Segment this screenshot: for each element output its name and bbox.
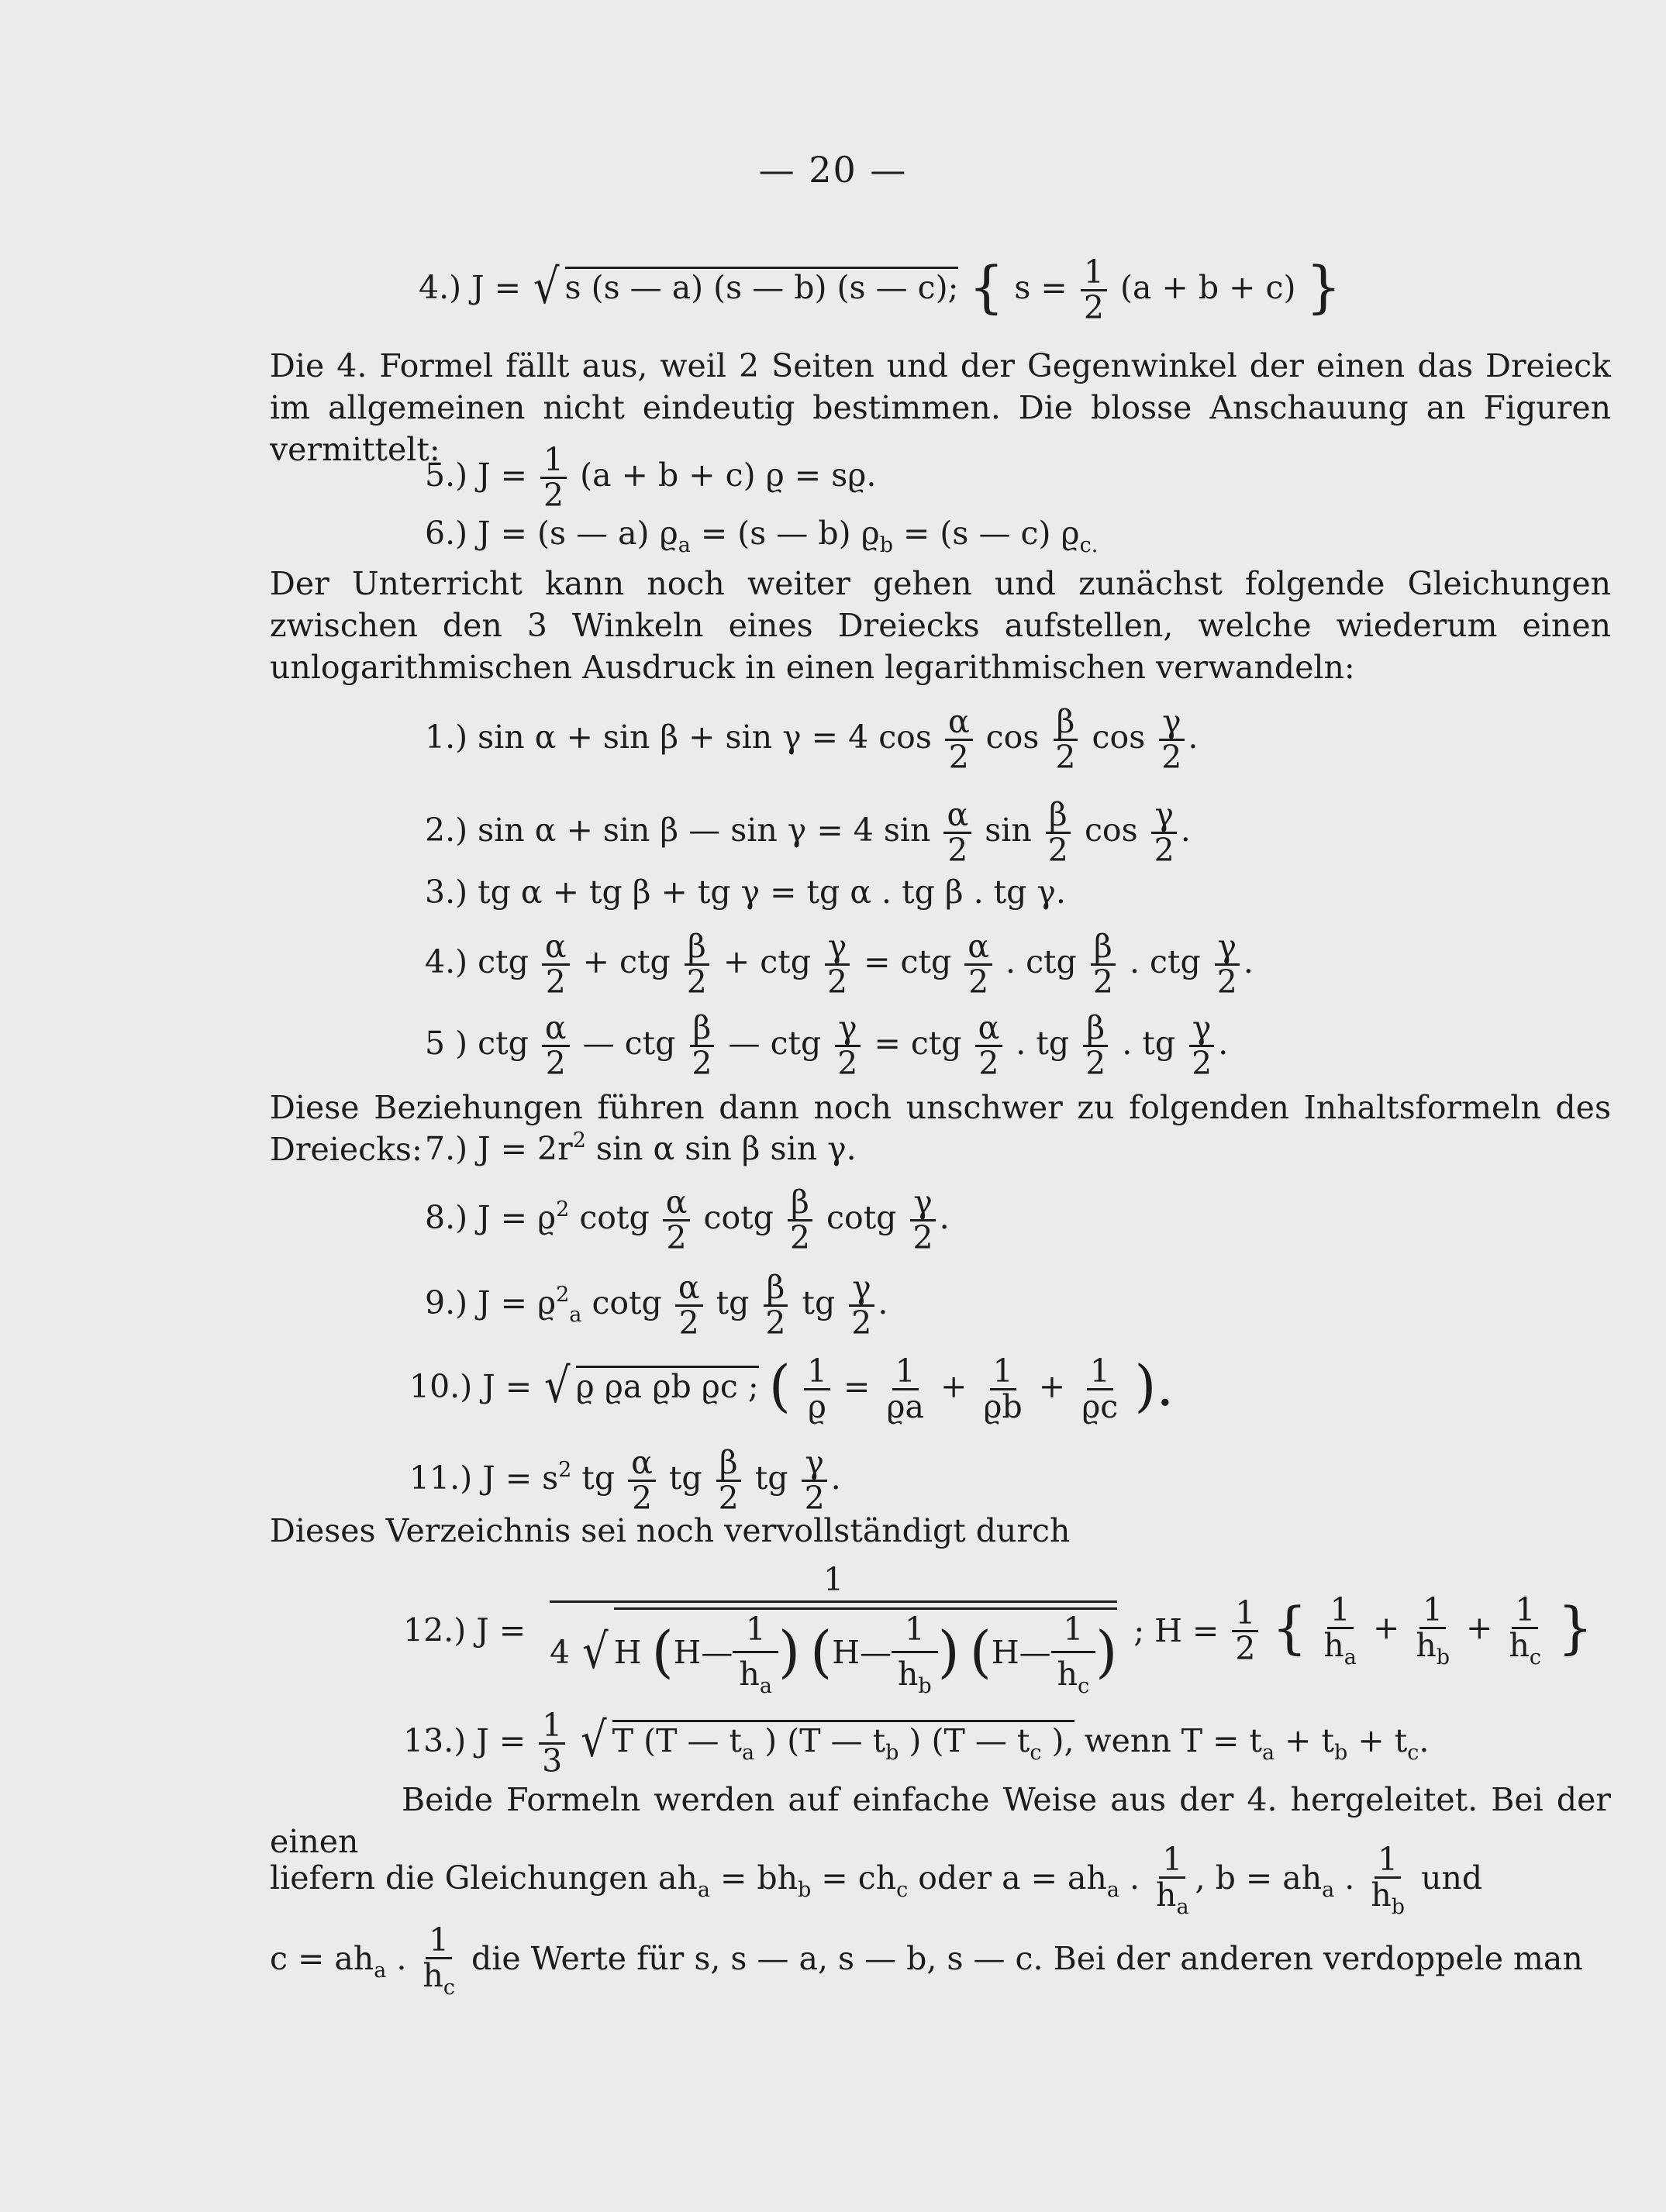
identity-3: 3.) tg α + tg β + tg γ = tg α . tg β . tg γ. <box>425 873 1066 911</box>
subscript: a <box>678 533 691 557</box>
fraction-gamma-half <box>834 1009 861 1083</box>
formula-4 <box>419 253 1342 327</box>
H-minus: H— <box>832 1634 892 1672</box>
numerator: β <box>685 930 709 966</box>
numerator: 1 <box>1051 1613 1096 1653</box>
numerator: 1 <box>550 1564 1117 1603</box>
subscript: a <box>1106 1878 1119 1903</box>
formula-label: 10.) J = <box>409 1368 533 1406</box>
formula-text: 2.) sin α + sin β — sin γ = 4 sin <box>425 811 931 849</box>
subscript: b <box>879 533 893 557</box>
radicand: s (s — a) (s — b) (s — c); <box>565 267 959 304</box>
period: . <box>1243 943 1254 981</box>
formula-text: . ctg <box>1005 943 1077 981</box>
subscript: c <box>1078 1674 1090 1699</box>
paren-close: ). <box>1134 1353 1174 1419</box>
fraction-alpha-half <box>542 1009 570 1083</box>
formula-9 <box>425 1271 888 1340</box>
formula-label: 5.) J = <box>425 457 527 494</box>
function: tg <box>571 1459 616 1497</box>
subscript: c <box>1030 1741 1042 1766</box>
numerator: β <box>690 1011 715 1047</box>
brace-close: } <box>1557 1594 1593 1660</box>
fraction-1-hc <box>1054 1613 1093 1697</box>
function: cos <box>985 718 1040 756</box>
function: tg <box>754 1459 788 1497</box>
formula-text: 5 ) ctg <box>425 1025 529 1063</box>
denominator: 2 <box>1154 832 1174 870</box>
fraction-1-hc <box>1506 1590 1545 1669</box>
formula-text: + ctg <box>582 943 671 981</box>
numerator: α <box>663 1186 691 1221</box>
function: tg <box>668 1459 702 1497</box>
subscript: c <box>896 1878 909 1903</box>
numerator: α <box>542 930 570 966</box>
function: tg <box>716 1284 750 1322</box>
formula-label: 13.) J = <box>403 1722 526 1760</box>
plus: + <box>1466 1609 1493 1647</box>
formula-text: = (s — b) ϱ <box>690 515 880 552</box>
subscript: a <box>742 1741 755 1766</box>
numerator: 1 <box>1512 1594 1538 1629</box>
fraction-alpha-half <box>975 1009 1003 1083</box>
subscript: a <box>1176 1895 1189 1920</box>
denominator: 2 <box>545 1045 566 1083</box>
fraction-beta-half <box>1082 1009 1109 1083</box>
numerator: 1 <box>892 1355 919 1390</box>
fraction-1-rho <box>804 1352 830 1426</box>
radicand-text: T (T — t <box>612 1722 743 1760</box>
paragraph-1: Die 4. Formel fällt aus, weil 2 Seiten und der Gegenwinkel der einen das Dreieck im allgemeinen nicht eindeutig bestimmen. Die blosse Anschauung an Figuren vermittelt: <box>270 347 1611 468</box>
fraction-alpha-half <box>945 703 973 777</box>
fraction-beta-half <box>762 1271 788 1340</box>
numerator: 1 <box>1419 1594 1446 1629</box>
subscript: a <box>697 1878 710 1903</box>
superscript: 2 <box>556 1197 570 1222</box>
subscript: c <box>1407 1741 1419 1766</box>
formula-text: 7.) J = 2r <box>425 1130 573 1167</box>
numerator: β <box>1054 705 1078 741</box>
equals: = <box>843 1368 871 1406</box>
fraction-1-hb <box>895 1613 935 1697</box>
denominator: 2 <box>948 739 969 777</box>
fraction-1-rho-c <box>1078 1352 1121 1426</box>
expression: (a + b + c) <box>1119 269 1296 307</box>
subscript: c. <box>1079 533 1099 557</box>
denominator <box>1412 1626 1453 1669</box>
paragraph-3: Diese Beziehungen führen dann noch unschwer zu folgenden Inhaltsformeln des Dreiecks: <box>270 1089 1611 1168</box>
numerator: β <box>1091 930 1116 966</box>
numerator: 1 <box>1327 1594 1354 1629</box>
subscript: b <box>1436 1645 1450 1669</box>
fraction-1-rho-a <box>883 1352 927 1426</box>
function: sin <box>985 811 1032 849</box>
denominator: 2 <box>545 963 566 1001</box>
fraction-gamma-half <box>1188 1009 1215 1083</box>
numerator: γ <box>910 1186 936 1221</box>
H: H <box>613 1634 642 1672</box>
condition: + t <box>1275 1722 1335 1760</box>
radical-sign: √ <box>582 1623 609 1680</box>
identity-1 <box>425 703 1199 777</box>
fraction-beta-half <box>787 1186 813 1255</box>
denominator: 2 <box>789 1219 810 1257</box>
formula-text: = ctg <box>874 1025 962 1063</box>
denominator <box>1506 1626 1545 1669</box>
denominator: 2 <box>947 832 968 870</box>
text: , b = ah <box>1195 1859 1323 1897</box>
superscript: 2 <box>572 1128 586 1153</box>
paren-open: ( <box>768 1353 791 1419</box>
formula-text: 9.) J = ϱ <box>425 1284 557 1322</box>
formula-7 <box>425 1130 857 1165</box>
paragraph-6 <box>270 1843 1482 1918</box>
denominator: 2 <box>1235 1629 1256 1667</box>
text: = ch <box>811 1859 897 1897</box>
numerator: 1 <box>892 1613 938 1653</box>
brace-open: { <box>1271 1594 1308 1660</box>
denominator: 2 <box>1047 832 1068 870</box>
radicand: H (H— $\frac{1}{h_a}$ ) (H— $\frac{1}{h_b}$ ) (H— $\frac{1}{h_c}$ ) <box>614 1607 1118 1697</box>
numerator: 1 <box>1087 1355 1113 1390</box>
identity-2 <box>425 796 1191 870</box>
h: h <box>1416 1626 1437 1664</box>
fraction-1-hb <box>1412 1590 1453 1669</box>
denominator: 2 <box>968 963 989 1001</box>
subscript: b <box>1391 1895 1406 1920</box>
formula-11 <box>409 1444 841 1518</box>
fraction-gamma-half <box>909 1186 936 1255</box>
numerator: β <box>1083 1011 1108 1047</box>
formula-text: 8.) J = ϱ <box>425 1199 557 1237</box>
numerator: 1 <box>733 1613 778 1653</box>
fraction-beta-half <box>684 930 710 999</box>
denominator: 2 <box>978 1045 999 1083</box>
formula-6 <box>425 515 1099 557</box>
denominator: 2 <box>1083 289 1104 327</box>
h: h <box>423 1957 443 1995</box>
subscript: c <box>443 1976 455 2000</box>
formula-text: 11.) J = s <box>409 1459 559 1497</box>
radical-sign: √ <box>533 258 560 315</box>
period: . <box>878 1284 888 1322</box>
condition: + t <box>1347 1722 1408 1760</box>
formula-text: sin α sin β sin γ. <box>585 1130 857 1167</box>
big-fraction <box>550 1561 1118 1699</box>
fraction-gamma-half <box>1158 703 1185 777</box>
denominator: 2 <box>686 963 707 1001</box>
paragraph-4: Dieses Verzeichnis sei noch vervollständigt durch <box>270 1512 1071 1549</box>
fraction-gamma-half <box>1214 930 1240 999</box>
h: h <box>1509 1626 1530 1664</box>
period: . <box>830 1459 841 1497</box>
denominator: 2 <box>1092 963 1113 1001</box>
denominator <box>550 1603 1117 1697</box>
fraction-alpha-half <box>943 796 971 870</box>
subscript: b <box>885 1741 899 1766</box>
text: . <box>1119 1859 1150 1897</box>
numerator: β <box>764 1271 788 1307</box>
formula-13 <box>403 1709 1429 1778</box>
fraction <box>1081 253 1107 327</box>
fraction-1-ha <box>1153 1843 1192 1918</box>
identity-4 <box>425 930 1254 999</box>
numerator: α <box>945 705 973 741</box>
fraction-gamma-half <box>824 930 850 999</box>
formula-text: . tg <box>1122 1025 1176 1063</box>
denominator: 2 <box>1085 1045 1106 1083</box>
fraction-beta-half <box>688 1009 715 1083</box>
fraction-gamma-half <box>1151 796 1178 870</box>
formula-text: 1.) sin α + sin β + sin γ = 4 cos <box>425 718 932 756</box>
function: cotg <box>581 1284 662 1322</box>
numerator: α <box>975 1011 1003 1047</box>
numerator: 1 <box>1375 1843 1401 1879</box>
subscript: b <box>798 1878 812 1903</box>
numerator: γ <box>1189 1011 1215 1047</box>
H-definition: ; H = <box>1133 1611 1219 1649</box>
numerator: γ <box>1215 930 1240 966</box>
s-equals: s = <box>1014 269 1068 307</box>
numerator: 1 <box>990 1355 1016 1390</box>
fraction <box>540 441 567 515</box>
numerator: γ <box>849 1271 874 1307</box>
period: . <box>1218 1025 1229 1063</box>
h: h <box>1371 1876 1392 1914</box>
subscript: b <box>918 1674 932 1699</box>
formula-8 <box>425 1186 950 1255</box>
radical-sign: √ <box>581 1711 607 1769</box>
page-number: — 20 — <box>758 149 908 191</box>
text: liefern die Gleichungen ah <box>270 1859 698 1897</box>
denominator: 2 <box>765 1304 786 1342</box>
numerator: 1 <box>1159 1843 1185 1879</box>
period: . <box>1419 1722 1430 1760</box>
numerator: γ <box>835 1011 861 1047</box>
denominator: 2 <box>718 1480 739 1518</box>
denominator <box>419 1959 458 1999</box>
subscript: a <box>569 1303 582 1328</box>
paragraph-7 <box>270 1921 1583 2000</box>
radicand-text: ) (T — t <box>899 1722 1030 1760</box>
formula-label: 4.) J = <box>419 269 521 307</box>
period: . <box>1180 811 1191 849</box>
denominator <box>1153 1876 1192 1920</box>
numerator: 1 <box>1232 1597 1258 1632</box>
subscript: c <box>1529 1645 1542 1669</box>
formula-text: = ctg <box>864 943 952 981</box>
formula-label: 12.) J = <box>403 1611 526 1649</box>
subscript: a <box>374 1959 387 1983</box>
subscript: a <box>1343 1645 1357 1669</box>
H-minus: H— <box>991 1634 1051 1672</box>
fraction-beta-half <box>1090 930 1116 999</box>
formula-10 <box>409 1352 1174 1426</box>
brace-close: } <box>1306 254 1342 320</box>
numerator: 1 <box>426 1924 452 1959</box>
formula-text: — ctg <box>728 1025 822 1063</box>
denominator: 2 <box>827 963 848 1001</box>
text: = bh <box>709 1859 799 1897</box>
fraction-1-hb <box>1368 1843 1408 1918</box>
fraction-half <box>1232 1594 1258 1667</box>
numerator: γ <box>825 930 850 966</box>
text: oder a = ah <box>908 1859 1107 1897</box>
fraction-alpha-half <box>628 1444 656 1518</box>
formula-text: 6.) J = (s — a) ϱ <box>425 515 678 552</box>
denominator: 2 <box>631 1480 653 1518</box>
radical-sign: √ <box>544 1357 571 1414</box>
formula-text: + ctg <box>723 943 811 981</box>
numerator: γ <box>1159 705 1185 741</box>
fraction-alpha-half <box>675 1271 703 1340</box>
subscript: a <box>1262 1741 1275 1766</box>
h: h <box>739 1656 760 1693</box>
superscript: 2 <box>558 1458 572 1483</box>
numerator: γ <box>802 1446 827 1482</box>
radicand <box>612 1720 1074 1766</box>
period: . <box>1188 718 1199 756</box>
h: h <box>1323 1626 1344 1664</box>
function: cos <box>1092 718 1146 756</box>
subscript: a <box>759 1674 772 1699</box>
function: cotg <box>826 1199 897 1237</box>
function: tg <box>802 1284 836 1322</box>
denominator: 2 <box>678 1304 699 1342</box>
denominator: 2 <box>1161 739 1182 777</box>
denominator: 2 <box>692 1045 712 1083</box>
radicand-text: ) (T — t <box>754 1722 886 1760</box>
period: . <box>939 1199 950 1237</box>
fraction-alpha-half <box>964 930 992 999</box>
denominator: ϱ <box>807 1388 826 1426</box>
text: c = ah <box>270 1940 374 1978</box>
numerator: α <box>964 930 992 966</box>
subscript: b <box>1334 1741 1348 1766</box>
expression: (a + b + c) ϱ = sϱ. <box>580 457 877 494</box>
numerator: α <box>542 1011 570 1047</box>
superscript: 2 <box>556 1283 570 1308</box>
denominator: 2 <box>666 1219 687 1257</box>
fraction-gamma-half <box>802 1444 828 1518</box>
denominator: 2 <box>851 1304 872 1342</box>
formula-text: = (s — c) ϱ <box>893 515 1080 552</box>
numerator: α <box>943 798 971 834</box>
denominator: ϱb <box>983 1388 1023 1426</box>
formula-12 <box>403 1561 1593 1699</box>
denominator <box>895 1653 935 1697</box>
fraction-beta-half <box>716 1444 742 1518</box>
identity-5 <box>425 1009 1229 1083</box>
denominator <box>1054 1653 1093 1697</box>
formula-text: . tg <box>1016 1025 1070 1063</box>
numerator: β <box>1046 798 1071 834</box>
function: cos <box>1084 811 1138 849</box>
radicand-text: ), <box>1041 1722 1074 1760</box>
plus: + <box>1372 1609 1400 1647</box>
h: h <box>1057 1656 1078 1693</box>
fraction-gamma-half <box>848 1271 874 1340</box>
numerator: α <box>628 1446 656 1482</box>
four: 4 <box>550 1634 571 1672</box>
radicand: ϱ ϱa ϱb ϱc ; <box>576 1366 759 1403</box>
fraction-1-rho-b <box>980 1352 1025 1426</box>
denominator: 3 <box>542 1742 563 1780</box>
subscript: a <box>1322 1878 1335 1903</box>
formula-text: . ctg <box>1129 943 1201 981</box>
numerator: 1 <box>540 443 567 479</box>
denominator: 2 <box>804 1480 825 1518</box>
numerator: γ <box>1151 798 1177 834</box>
numerator: 1 <box>539 1709 565 1745</box>
fraction-1-ha <box>1320 1590 1360 1669</box>
fraction-third <box>539 1709 565 1778</box>
condition: wenn T = t <box>1074 1722 1263 1760</box>
denominator: 2 <box>1055 739 1076 777</box>
H-minus: H— <box>673 1634 733 1672</box>
brace-open: { <box>968 254 1005 320</box>
paragraph-5: Beide Formeln werden auf einfache Weise aus der 4. hergeleitet. Bei der einen <box>270 1781 1611 1860</box>
fraction-alpha-half <box>663 1186 691 1255</box>
h: h <box>897 1656 919 1693</box>
denominator <box>1368 1876 1408 1920</box>
text: . <box>386 1940 417 1978</box>
numerator: 1 <box>1081 256 1107 291</box>
h: h <box>1156 1876 1177 1914</box>
function: cotg <box>703 1199 774 1237</box>
function: cotg <box>569 1199 650 1237</box>
denominator: 2 <box>543 477 564 515</box>
fraction-1-ha <box>736 1613 775 1697</box>
denominator: ϱa <box>886 1388 924 1426</box>
denominator <box>1320 1626 1360 1669</box>
denominator: 2 <box>1216 963 1237 1001</box>
numerator: β <box>716 1446 741 1482</box>
denominator: 2 <box>1192 1045 1212 1083</box>
denominator <box>736 1653 775 1697</box>
paragraph-2: Der Unterricht kann noch weiter gehen und zunächst folgende Gleichungen zwischen den 3 Winkeln eines Dreiecks aufstellen, welche wiederum einen unlogarithmischen Ausdruck in einen legarithmischen verwandeln: <box>270 565 1611 686</box>
numerator: β <box>788 1186 812 1221</box>
fraction-beta-half <box>1045 796 1071 870</box>
denominator: ϱc <box>1081 1388 1119 1426</box>
fraction-1-hc <box>419 1921 458 2000</box>
fraction-alpha-half <box>542 930 570 999</box>
text: und <box>1411 1859 1483 1897</box>
plus: + <box>940 1368 968 1406</box>
denominator: 2 <box>837 1045 858 1083</box>
formula-5 <box>425 441 877 515</box>
formula-text: — ctg <box>582 1025 676 1063</box>
fraction-beta-half <box>1052 703 1078 777</box>
text: . <box>1334 1859 1365 1897</box>
plus: + <box>1038 1368 1066 1406</box>
numerator: α <box>675 1271 703 1307</box>
numerator: 1 <box>804 1355 830 1390</box>
text: die Werte für s, s — a, s — b, s — c. Bei der anderen verdoppele man <box>460 1940 1583 1978</box>
formula-text: 4.) ctg <box>425 943 529 981</box>
denominator: 2 <box>912 1219 933 1257</box>
